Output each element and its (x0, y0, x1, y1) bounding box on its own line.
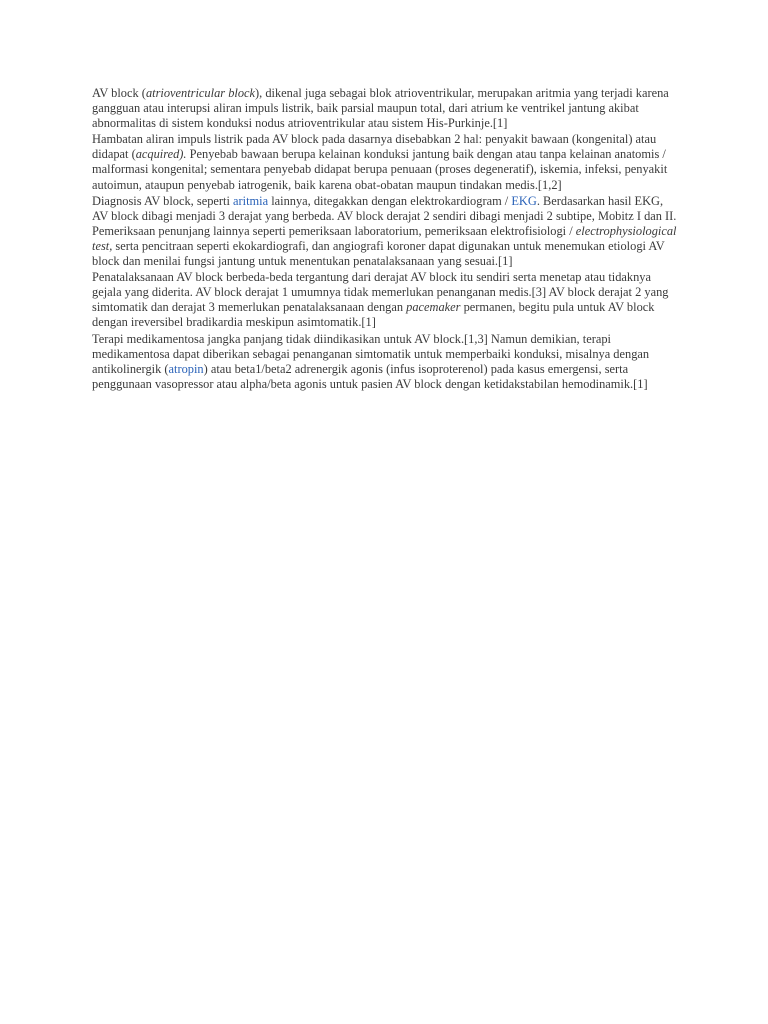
paragraph-text: Penyebab bawaan berupa kelainan konduksi jantung baik dengan atau tanpa kelainan anatomis / malformasi kongenital; sementara penyebab didapat berupa penuaan (proses degeneratif), iskemia, infeksi, penyakit autoimun, ataupun penyebab iatrogenik, baik karena obat-obatan maupun tindakan medis.[1,2] (92, 147, 668, 192)
paragraph-4 (92, 270, 678, 330)
paragraph-text: Diagnosis AV block, seperti (92, 193, 233, 208)
italic-text: pacemaker (406, 300, 461, 315)
paragraph-text: . Berdasarkan hasil EKG, AV block dibagi menjadi 3 derajat yang berbeda. AV block derajat 2 sendiri dibagi menjadi 2 subtipe, Mobitz I dan II. Pemeriksaan penunjang lainnya seperti pemeriksaan laboratorium, pemeriksaan elektrofisiologi / (92, 193, 677, 238)
paragraph-text: permanen, begitu pula untuk AV block dengan ireversibel bradikardia meskipun asimtomatik.[1] (92, 300, 655, 330)
italic-text: acquired). (135, 147, 187, 162)
document-body (92, 86, 678, 393)
paragraph-text: lainnya, ditegakkan dengan elektrokardiogram / (268, 193, 512, 208)
paragraph-3 (92, 194, 678, 269)
paragraph-text: ) atau beta1/beta2 adrenergik agonis (infus isoproterenol) pada kasus emergensi, serta penggunaan vasopressor atau alpha/beta agonis untuk pasien AV block dengan ketidakstabilan hemodinamik.[1] (92, 361, 648, 391)
italic-text: atrioventricular block (145, 86, 256, 100)
paragraph-5 (92, 332, 678, 392)
paragraph-text: Terapi medikamentosa jangka panjang tidak diindikasikan untuk AV block.[1,3] Namun demikian, terapi medikamentosa dapat diberikan sebagai penanganan simtomatik untuk memperbaiki konduksi, misalnya dengan antikolinergik ( (92, 331, 650, 376)
paragraph-text: serta pencitraan seperti ekokardiografi, dan angiografi koroner dapat digunakan untuk menemukan etiologi AV block dan menilai fungsi jantung untuk menentukan penatalaksanaan yang sesuai.[1] (92, 238, 665, 269)
paragraph-text: AV block ( (92, 86, 146, 100)
link-ekg[interactable]: EKG (511, 193, 537, 208)
paragraph-text: ), dikenal juga sebagai blok atrioventrikular, merupakan aritmia yang terjadi karena gangguan atau interupsi aliran impuls listrik, baik parsial maupun total, dari atrium ke ventrikel jantung akibat abnormalitas di sistem konduksi nodus atrioventrikular atau sistem His-Purkinje.[1] (92, 86, 669, 131)
link-atropin[interactable]: atropin (168, 361, 204, 376)
italic-text: electrophysiological test, (92, 223, 677, 253)
paragraph-2 (92, 132, 678, 192)
paragraph-text: Hambatan aliran impuls listrik pada AV block pada dasarnya disebabkan 2 hal: penyakit bawaan (kongenital) atau didapat ( (92, 132, 657, 162)
paragraph-text: Penatalaksanaan AV block berbeda-beda tergantung dari derajat AV block itu sendiri serta menetap atau tidaknya gejala yang diderita. AV block derajat 1 umumnya tidak memerlukan penanganan medis.[3] AV block derajat 2 yang simtomatik dan derajat 3 memerlukan penatalaksanaan dengan (92, 270, 669, 315)
link-aritmia[interactable]: aritmia (233, 193, 269, 208)
paragraph-1 (92, 86, 678, 131)
